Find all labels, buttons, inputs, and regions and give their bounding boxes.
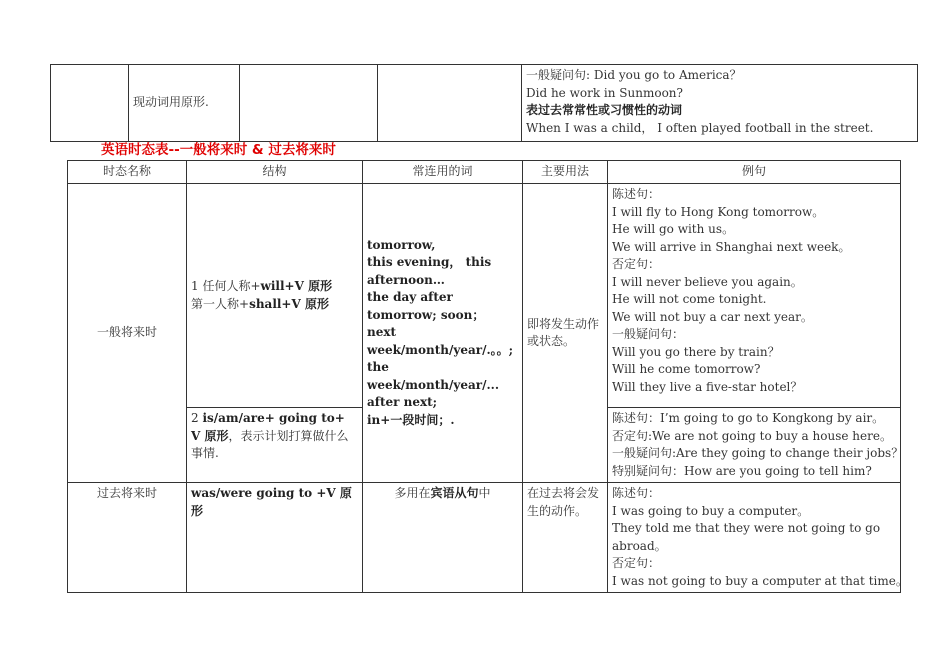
examples-cell xyxy=(608,184,901,408)
example-line: They told me that they were not going to go abroad。 xyxy=(612,521,881,553)
examples-cell xyxy=(608,483,908,593)
usage-text: 在过去将会发生的动作。 xyxy=(527,486,600,518)
header-cell: 结构 xyxy=(187,161,363,184)
structure-line xyxy=(191,296,358,314)
previous-tense-table-fragment xyxy=(50,64,918,142)
structure-formula: will+V 原形 xyxy=(260,279,333,293)
common-word-emphasis: 宾语从句 xyxy=(430,486,479,500)
previous-table-row xyxy=(51,65,918,142)
structure-text: ，表示计划打算做什么事情. xyxy=(191,428,349,460)
table-row-past-future xyxy=(68,483,901,593)
example-line: We will arrive in Shanghai next week。 xyxy=(612,239,851,254)
example-line: I was going to buy a computer。 xyxy=(612,503,810,518)
example-line: 否定句:We are not going to buy a house here。 xyxy=(612,428,892,443)
empty-cell xyxy=(378,65,522,142)
example-line: 否定句： xyxy=(612,556,661,570)
header-cell: 时态名称 xyxy=(68,161,187,184)
structure-text-block xyxy=(191,410,358,463)
common-word: 中 xyxy=(478,486,491,500)
tense-name-cell xyxy=(68,184,187,483)
example-line: He will go with us。 xyxy=(612,222,735,236)
structure-line xyxy=(191,278,358,296)
structure-formula: shall+V 原形 xyxy=(249,296,329,311)
common-word: the week/month/year/... xyxy=(367,360,499,392)
structure-cell xyxy=(187,184,363,408)
header-row xyxy=(68,161,901,184)
example-line: 特别疑问句：How are you going to tell him? xyxy=(612,463,872,478)
example-line: He will not come tonight. xyxy=(612,292,767,306)
usage-text: 即将发生动作或状态。 xyxy=(527,316,600,348)
structure-note-cell xyxy=(129,65,240,142)
example-line: I will never believe you again。 xyxy=(612,274,803,289)
empty-cell xyxy=(240,65,378,142)
example-line: I was not going to buy a computer at that time。 xyxy=(612,573,908,588)
tense-table xyxy=(67,160,908,593)
common-word: next week/month/year/.。。; xyxy=(367,325,514,357)
structure-formula: was/were going to +V 原形 xyxy=(191,486,352,518)
empty-cell xyxy=(51,65,129,142)
common-word: 多用在 xyxy=(394,486,431,500)
example-line: When I was a child， I often played football in the street. xyxy=(526,120,874,135)
header-cell: 例句 xyxy=(608,161,901,184)
structure-note: 现动词用原形. xyxy=(133,95,209,110)
example-line: 陈述句： xyxy=(612,486,661,500)
example-line: 一般疑问句： xyxy=(612,327,685,341)
example-heading: 表过去常常性或习惯性的动词 xyxy=(526,103,683,117)
table-row-future xyxy=(68,184,901,408)
tense-name: 一般将来时 xyxy=(96,325,157,340)
usage-cell xyxy=(523,184,608,483)
common-words-cell xyxy=(363,483,523,593)
common-word: tomorrow, xyxy=(367,237,436,252)
structure-text: 2 xyxy=(191,411,203,425)
example-line: 一般疑问句:Are they going to change their jobs？ xyxy=(612,446,904,460)
structure-text: 1 任何人称+ xyxy=(191,279,261,293)
usage-cell xyxy=(523,483,608,593)
example-line: Will he come tomorrow? xyxy=(612,362,761,376)
header-cell: 主要用法 xyxy=(523,161,608,184)
tense-name-cell xyxy=(68,483,187,593)
example-line: 陈述句：I’m going to go to Kongkong by air。 xyxy=(612,411,885,425)
example-line: 一般疑问句: Did you go to America？ xyxy=(526,68,742,82)
examples-cell xyxy=(608,408,904,483)
common-word: this evening， this afternoon… xyxy=(367,255,492,287)
structure-cell xyxy=(187,483,363,593)
common-word: the day after tomorrow; soon； xyxy=(367,290,485,322)
example-cell xyxy=(522,65,918,142)
section-title: 英语时态表--一般将来时 & 过去将来时 xyxy=(101,142,336,158)
structure-formula: is/am/are+ going to+ V 原形 xyxy=(191,411,345,443)
example-line: Will you go there by train？ xyxy=(612,344,780,359)
tense-name: 过去将来时 xyxy=(96,486,157,500)
example-line: 陈述句： xyxy=(612,187,661,201)
structure-text: 第一人称+ xyxy=(191,296,250,311)
example-line: Did he work in Sunmoon? xyxy=(526,85,683,100)
example-line: We will not buy a car next year。 xyxy=(612,309,813,324)
example-line: Will they live a five-star hotel？ xyxy=(612,379,803,394)
example-line: 否定句： xyxy=(612,257,661,271)
common-word: after next; xyxy=(367,395,438,410)
structure-cell xyxy=(187,408,363,483)
example-line: I will fly to Hong Kong tomorrow。 xyxy=(612,204,825,219)
common-word: in+一段时间；. xyxy=(367,412,455,427)
common-words-cell xyxy=(363,184,523,483)
header-cell: 常连用的词 xyxy=(363,161,523,184)
